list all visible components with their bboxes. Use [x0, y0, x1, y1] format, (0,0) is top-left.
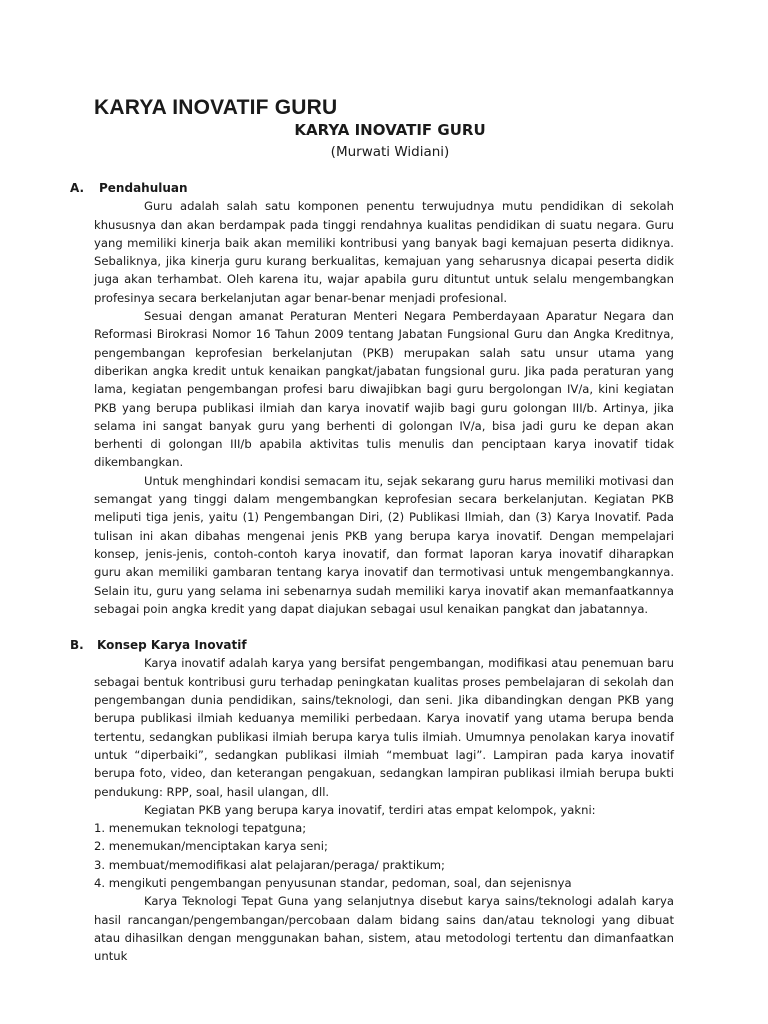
paragraph: Sesuai dengan amanat Peraturan Menteri Negara Pemberdayaan Aparatur Negara dan Reformasi Birokrasi Nomor 16 Tahun 2009 tentang Jabatan Fungsional Guru dan Angka Kreditnya, pengembangan keprofesian berkelanjutan (PKB) merupakan salah satu unsur utama yang diberikan angka kredit untuk kenaikan pangkat/jabatan fungsional guru. Jika pada peraturan yang lama, kegiatan pengembangan profesi baru diwajibkan bagi guru bergolongan IV/a, kini kegiatan PKB yang berupa publikasi ilmiah dan karya inovatif wajib bagi guru golongan III/b. Artinya, jika selama ini sangat banyak guru yang berhenti di golongan IV/a, bisa jadi guru ke depan akan berhenti di golongan III/b apabila aktivitas tulis menulis dan penciptaan karya inovatif tidak dikembangkan. [94, 309, 674, 470]
karya-inovatif-list [94, 819, 674, 892]
paragraph: Karya Teknologi Tepat Guna yang selanjutnya disebut karya sains/teknologi adalah karya hasil rancangan/pengembangan/percobaan dalam bidang sains dan/atau teknologi yang dibuat atau dihasilkan dengan menggunakan bahan, sistem, atau metodologi tertentu dan dimanfaatkan untuk [94, 894, 674, 964]
section-letter: A. [70, 181, 85, 195]
paragraph: Kegiatan PKB yang berupa karya inovatif, terdiri atas empat kelompok, yakni: [144, 802, 596, 817]
list-item: 3. membuat/memodifikasi alat pelajaran/peraga/ praktikum; [94, 857, 445, 872]
author-name: (Murwati Widiani) [330, 144, 450, 160]
section-heading-pendahuluan [70, 179, 674, 197]
section-title: Konsep Karya Inovatif [97, 638, 247, 653]
list-item: 1. menemukan teknologi tepatguna; [94, 821, 307, 836]
paragraph: Untuk menghindari kondisi semacam itu, sejak sekarang guru harus memiliki motivasi dan semangat yang tinggi dalam mengembangkan keprofesian secara berkelanjutan. Kegiatan PKB meliputi tiga jenis, yaitu (1) Pengembangan Diri, (2) Publikasi Ilmiah, dan (3) Karya Inovatif. Pada tulisan ini akan dibahas mengenai jenis PKB yang berupa karya inovatif. Dengan mempelajari konsep, jenis-jenis, contoh-contoh karya inovatif, dan format laporan karya inovatif diharapkan guru akan memiliki gambaran tentang karya inovatif dan termotivasi untuk mengembangkannya. Selain itu, guru yang selama ini sebenarnya sudah memiliki karya inovatif akan memanfaatkannya sebagai poin angka kredit yang dapat diajukan sebagai usul kenaikan pangkat dan jabatannya. [94, 473, 674, 616]
section-letter: B. [70, 638, 84, 653]
section-spacer [94, 618, 674, 636]
list-item: 2. menemukan/menciptakan karya seni; [94, 839, 328, 854]
paragraph: Guru adalah salah satu komponen penentu terwujudnya mutu pendidikan di sekolah khususnya dan akan berdampak pada tinggi rendahnya kualitas pendidikan di suatu negara. Guru yang memiliki kinerja baik akan memiliki kontribusi yang banyak bagi kemajuan peserta didiknya. Sebaliknya, jika kinerja guru kurang berkualitas, kemajuan yang seharusnya dicapai peserta didik juga akan terhambat. Oleh karena itu, wajar apabila guru dituntut untuk selalu mengembangkan profesinya secara berkelanjutan agar benar-benar menjadi profesional. [94, 199, 674, 305]
list-item: 4. mengikuti pengembangan penyusunan standar, pedoman, soal, dan sejenisnya [94, 875, 572, 890]
section-title: Pendahuluan [99, 181, 188, 195]
section-heading-konsep [70, 636, 674, 654]
document-body [70, 179, 674, 965]
paragraph: Karya inovatif adalah karya yang bersifat pengembangan, modifikasi atau penemuan baru sebagai bentuk kontribusi guru terhadap peningkatan kualitas proses pembelajaran di sekolah dan pengembangan dunia pendidikan, sains/teknologi, dan seni. Jika dibandingkan dengan PKB yang berupa publikasi ilmiah keduanya memiliki perbedaan. Karya inovatif yang utama berupa benda tertentu, sedangkan publikasi ilmiah berupa karya tulis ilmiah. Umumnya penolakan karya inovatif untuk “diperbaiki”, sedangkan publikasi ilmiah “membuat lagi”. Lampiran pada karya inovatif berupa foto, video, dan keterangan pengakuan, sedangkan lampiran publikasi ilmiah berupa bukti pendukung: RPP, soal, hasil ulangan, dll. [94, 656, 674, 799]
document-title: KARYA INOVATIF GURU [94, 96, 338, 119]
article-title: KARYA INOVATIF GURU [294, 121, 486, 139]
